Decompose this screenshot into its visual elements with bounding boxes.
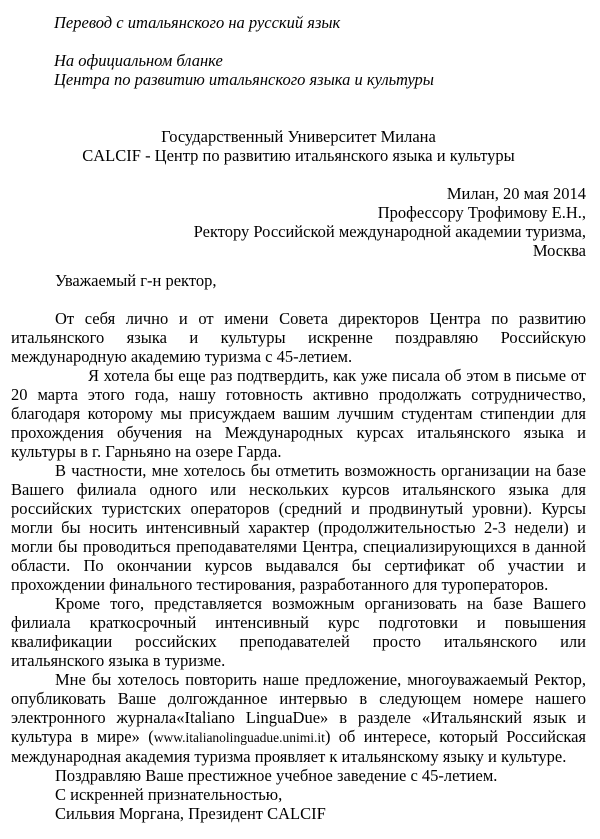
salutation-line: Уважаемый г-н ректор, (55, 271, 217, 290)
translation-note (11, 13, 586, 89)
translation-note-line2: На официальном бланке (54, 51, 223, 70)
letterhead-university-line: Государственный Университет Милана (161, 127, 436, 146)
body-paragraph-4: Кроме того, представляется возможным организовать на базе Вашего филиала краткосрочный интенсивный курс подготовки и повышения квалификации российских преподавателей просто итальянского или итальянского языка в туризме. (11, 594, 586, 670)
paragraph-5-text-after-url: ) об интересе, который Российская международная академия туризма проявляет к итальянскому языку и культуре. (11, 727, 586, 766)
recipient-title-line: Ректору Российской международной академии туризма, (193, 222, 586, 241)
place-date-line: Милан, 20 мая 2014 (446, 184, 586, 203)
letterhead-center-line: CALCIF - Центр по развитию итальянского языка и культуры (82, 146, 515, 165)
body-paragraph-5 (11, 670, 586, 766)
body-paragraph-3: В частности, мне хотелось бы отметить возможность организации на базе Вашего филиала одного или нескольких курсов итальянского языка для российских туристских операторов (средний и продвинутый уровни). Курсы могли бы носить интенсивный характер (продолжительностью 2-3 недели) и могли бы проводиться преподавателями Центра, специализирующихся в данной области. По окончании курсов выдавался бы сертификат об участии и прохождении финального тестирования, разработанного для туроператоров. (11, 461, 586, 594)
letterhead (11, 127, 586, 165)
recipient-name-line: Профессору Трофимову Е.Н., (377, 203, 586, 222)
translation-note-line1: Перевод с итальянского на русский язык (54, 13, 341, 32)
body-paragraph-1: От себя лично и от имени Совета директоров Центра по развитию итальянского языка и культуры искренне поздравляю Российскую международную академию туризма с 45-летием. (11, 309, 586, 366)
signature-line: Сильвия Моргана, Президент CALCIF (55, 804, 326, 823)
paragraph-5-text-before-url: Мне бы хотелось повторить наше предложение, многоуважаемый Ректор, опубликовать Ваше долгожданное интервью в следующем номере нашего электронного журнала«Italiano LinguaDue» в разделе «Итальянский язык и культура в мире» ( (11, 670, 586, 746)
congratulation-line: Поздравляю Ваше престижное учебное заведение с 45-летием. (55, 766, 498, 785)
translation-note-line3: Центра по развитию итальянского языка и культуры (54, 70, 434, 89)
journal-url-text: www.italianolinguadue.unimi.it (153, 730, 325, 745)
letter-body (11, 309, 586, 823)
valediction-line: С искренней признательностью, (55, 785, 283, 804)
recipient-city-line: Москва (532, 241, 586, 260)
recipient-block (11, 184, 586, 260)
body-paragraph-2: Я хотела бы еще раз подтвердить, как уже писала об этом в письме от 20 марта этого года, нашу готовность активно продолжать сотрудничество, благодаря которому мы присуждаем вашим лучшим студентам стипендии для прохождения обучения на Международных курсах итальянского языка и культуры в г. Гарньяно на озере Гарда. (11, 366, 586, 461)
